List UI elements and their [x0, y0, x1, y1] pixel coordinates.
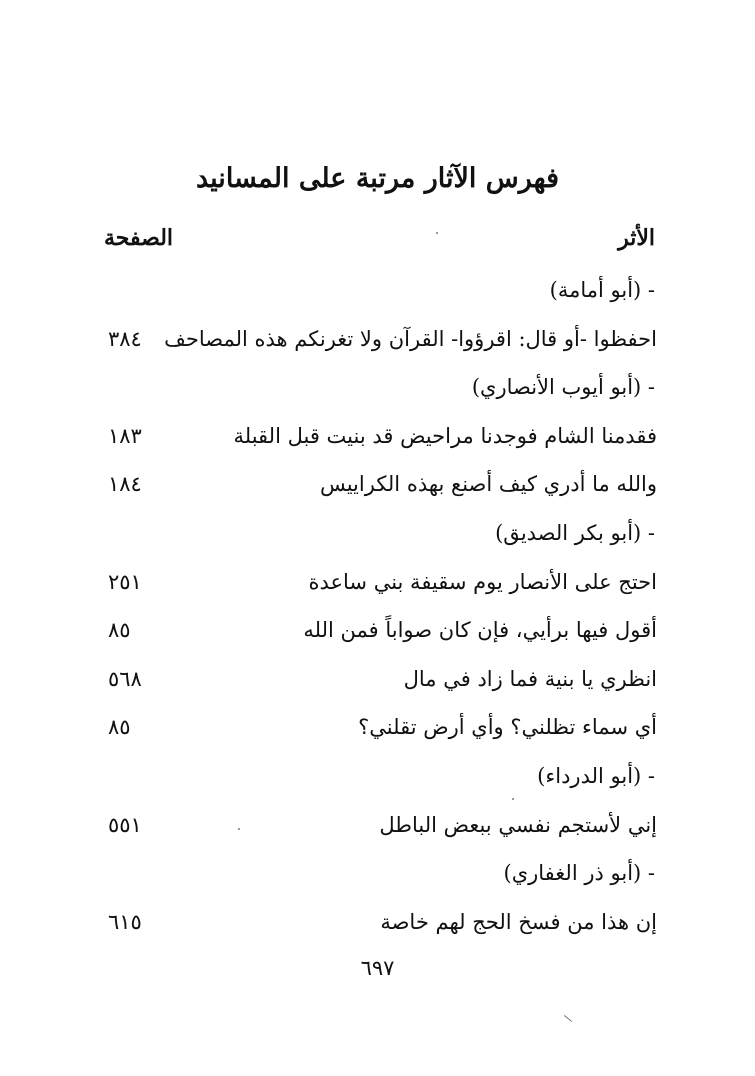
group-heading [100, 511, 657, 560]
entry-text: احتج على الأنصار يوم سقيفة بني ساعدة [308, 569, 657, 594]
entry-page-number: ٨٥ [108, 618, 131, 643]
entry-text: والله ما أدري كيف أصنع بهذه الكراييس [319, 472, 657, 497]
entry-text: فقدمنا الشام فوجدنا مراحيض قد بنيت قبل القبلة [233, 423, 657, 448]
entry-page-number: ٥٦٨ [108, 666, 142, 691]
entry-page-number: ٣٨٤ [108, 326, 142, 351]
header-page: الصفحة [104, 225, 174, 251]
column-header-row [100, 225, 655, 259]
entry-page-number: ٨٥ [108, 715, 131, 740]
index-entry [100, 317, 657, 366]
entry-page-number: ٥٥١ [108, 812, 142, 837]
index-list [100, 268, 657, 948]
scan-speck [238, 828, 240, 830]
scan-speck [512, 798, 514, 800]
entry-text: إن هذا من فسخ الحج لهم خاصة [380, 909, 657, 934]
group-heading [100, 754, 657, 803]
scan-speck [436, 232, 438, 234]
group-heading-text: - (أبو أمامة) [549, 278, 655, 302]
group-heading-text: - (أبو بكر الصديق) [495, 520, 655, 545]
entry-text: احفظوا -أو قال: اقرؤوا- القرآن ولا تغرنكم هذه المصاحف [164, 326, 657, 351]
page-number-footer: ٦٩٧ [360, 956, 395, 980]
group-heading-text: - (أبو أيوب الأنصاري) [471, 375, 655, 400]
index-entry [100, 414, 657, 463]
group-heading [100, 268, 657, 317]
index-entry [100, 657, 657, 706]
group-heading-text: - (أبو الدرداء) [537, 763, 655, 788]
header-athar: الأثر [618, 225, 655, 251]
entry-page-number: ١٨٣ [108, 423, 142, 448]
index-entry [100, 705, 657, 754]
group-heading [100, 851, 657, 900]
entry-text: أقول فيها برأيي، فإن كان صواباً فمن الله [303, 618, 657, 643]
group-heading [100, 365, 657, 414]
index-entry [100, 803, 657, 852]
group-heading-text: - (أبو ذر الغفاري) [503, 861, 655, 886]
entry-text: أي سماء تظلني؟ وأي أرض تقلني؟ [358, 715, 657, 740]
entry-text: انظري يا بنية فما زاد في مال [403, 666, 657, 691]
entry-page-number: ٢٥١ [108, 569, 142, 594]
entry-text: إني لأستجم نفسي ببعض الباطل [379, 812, 657, 837]
index-entry [100, 900, 657, 949]
page-title: فهرس الآثار مرتبة على المسانيد [195, 163, 560, 194]
entry-page-number: ١٨٤ [108, 472, 142, 497]
index-entry [100, 560, 657, 609]
scan-speck [564, 1015, 572, 1022]
index-entry [100, 462, 657, 511]
index-entry [100, 608, 657, 657]
entry-page-number: ٦١٥ [108, 909, 142, 934]
